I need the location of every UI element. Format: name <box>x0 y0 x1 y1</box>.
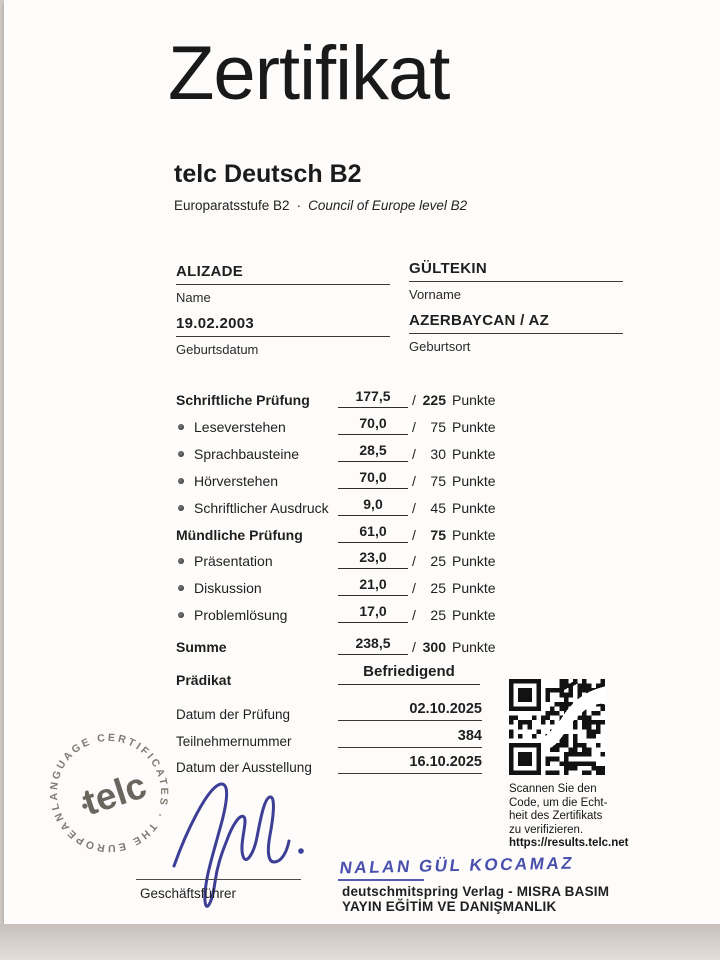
detail-value-pruefungsdatum: 02.10.2025 <box>338 701 482 721</box>
field-geburtsort <box>409 312 623 354</box>
score-value: 238,5 <box>338 635 408 655</box>
qr-code <box>509 679 605 775</box>
field-geburtsort-label: Geburtsort <box>409 339 471 354</box>
score-row-muendliche <box>176 523 506 546</box>
score-row-summe <box>176 635 506 658</box>
qr-caption-line: heit des Zertifikats <box>509 810 603 822</box>
bullet-icon <box>178 585 184 591</box>
field-geburtsdatum-value: 19.02.2003 <box>176 315 390 337</box>
slash: / <box>412 527 416 543</box>
score-max: 300 <box>422 639 446 655</box>
publisher-line-1: deutschmitspring Verlag - MISRA BASIM <box>342 884 610 899</box>
score-row-diskussion <box>176 576 506 599</box>
detail-value-ausstellungsdatum: 16.10.2025 <box>338 754 482 774</box>
score-max: 25 <box>430 580 446 596</box>
score-row-leseverstehen <box>176 415 506 438</box>
score-row-hoerverstehen <box>176 469 506 492</box>
score-label: Schriftliche Prüfung <box>176 392 310 408</box>
score-label: Summe <box>176 639 227 655</box>
score-row-sprachbausteine <box>176 442 506 465</box>
score-unit: Punkte <box>452 553 496 569</box>
handwritten-underline <box>338 879 424 881</box>
slash: / <box>412 392 416 408</box>
qr-caption-line: Code, um die Echt- <box>509 796 608 809</box>
slash: / <box>412 473 416 489</box>
score-value: 61,0 <box>338 523 408 543</box>
bullet-icon <box>178 451 184 457</box>
signature-graphic <box>160 770 330 925</box>
score-value: 23,0 <box>338 549 408 569</box>
publisher-line-2: YAYIN EĞİTİM VE DANIŞMANLIK <box>342 899 557 914</box>
score-label: Hörverstehen <box>194 473 279 489</box>
score-max: 75 <box>430 527 446 543</box>
score-unit: Punkte <box>452 392 496 408</box>
score-value: 9,0 <box>338 496 408 516</box>
verification-url: https://results.telc.net <box>509 837 629 849</box>
score-value: 17,0 <box>338 603 408 623</box>
score-value: 21,0 <box>338 576 408 596</box>
bullet-icon <box>178 424 184 430</box>
slash: / <box>412 446 416 462</box>
qr-code-graphic <box>509 679 605 775</box>
field-name-label: Name <box>176 290 211 305</box>
exam-level-en: Council of Europe level B2 <box>308 198 468 213</box>
exam-name: telc Deutsch B2 <box>174 160 362 188</box>
score-label: Sprachbausteine <box>194 446 300 462</box>
handwritten-issuer-name: NALAN GÜL KOCAMAZ <box>338 853 576 878</box>
bullet-icon <box>178 612 184 618</box>
score-row-schriftlicher-ausdruck <box>176 496 506 519</box>
detail-label-pruefungsdatum: Datum der Prüfung <box>176 707 291 722</box>
score-row-schriftliche <box>176 388 506 411</box>
score-unit: Punkte <box>452 580 496 596</box>
field-geburtsdatum <box>176 315 390 357</box>
score-row-praesentation <box>176 549 506 572</box>
score-max: 75 <box>430 473 446 489</box>
slash: / <box>412 607 416 623</box>
score-value: 177,5 <box>338 388 408 408</box>
score-value: 70,0 <box>338 469 408 489</box>
score-unit: Punkte <box>452 527 496 543</box>
slash: / <box>412 580 416 596</box>
score-max: 25 <box>430 553 446 569</box>
score-unit: Punkte <box>452 419 496 435</box>
score-row-problemloesung <box>176 603 506 626</box>
score-unit: Punkte <box>452 639 496 655</box>
score-value: 28,5 <box>338 442 408 462</box>
score-unit: Punkte <box>452 446 496 462</box>
certificate-paper <box>4 0 720 924</box>
exam-level-de: Europaratsstufe B2 <box>174 198 290 213</box>
bullet-icon <box>178 558 184 564</box>
slash: / <box>412 500 416 516</box>
exam-level-line <box>174 198 467 213</box>
score-value: 70,0 <box>338 415 408 435</box>
score-label: Leseverstehen <box>194 419 286 435</box>
bullet-icon <box>178 478 184 484</box>
detail-label-ausstellungsdatum: Datum der Ausstellung <box>176 760 312 775</box>
desk-background <box>0 924 720 960</box>
score-label: Problemlösung <box>194 607 288 623</box>
score-max: 30 <box>430 446 446 462</box>
score-unit: Punkte <box>452 500 496 516</box>
score-max: 75 <box>430 419 446 435</box>
field-geburtsdatum-label: Geburtsdatum <box>176 342 259 357</box>
qr-caption-line: Scannen Sie den <box>509 783 597 795</box>
score-max: 45 <box>430 500 446 516</box>
qr-caption <box>509 783 629 851</box>
slash: / <box>412 419 416 435</box>
svg-text:LANGUAGE CERTIFICATES · THE EU: LANGUAGE CERTIFICATES · THE EUROPEAN <box>47 731 171 855</box>
score-unit: Punkte <box>452 473 496 489</box>
dot-separator: · <box>296 198 302 213</box>
score-label: Schriftlicher Ausdruck <box>194 500 329 516</box>
score-unit: Punkte <box>452 607 496 623</box>
praedikat-value: Befriedigend <box>338 663 480 685</box>
field-name <box>176 263 390 305</box>
score-max: 225 <box>422 392 446 408</box>
score-label: Diskussion <box>194 580 262 596</box>
field-vorname <box>409 260 623 302</box>
slash: / <box>412 553 416 569</box>
field-vorname-value: GÜLTEKIN <box>409 260 623 282</box>
field-name-value: ALIZADE <box>176 263 390 285</box>
qr-caption-line: zu verifizieren. <box>509 823 584 836</box>
detail-value-teilnehmernummer: 384 <box>338 728 482 748</box>
field-geburtsort-value: AZERBAYCAN / AZ <box>409 312 623 334</box>
score-label: Mündliche Prüfung <box>176 527 303 543</box>
stamp-center-text: telc <box>77 764 152 824</box>
slash: / <box>412 639 416 655</box>
signature-line <box>136 879 301 880</box>
page-title: Zertifikat <box>168 31 450 116</box>
score-max: 25 <box>430 607 446 623</box>
detail-label-teilnehmernummer: Teilnehmernummer <box>176 734 292 749</box>
praedikat-label: Prädikat <box>176 672 232 688</box>
signature-label: Geschäftsführer <box>140 886 237 901</box>
bullet-icon <box>178 505 184 511</box>
field-vorname-label: Vorname <box>409 287 462 302</box>
score-label: Präsentation <box>194 553 273 569</box>
